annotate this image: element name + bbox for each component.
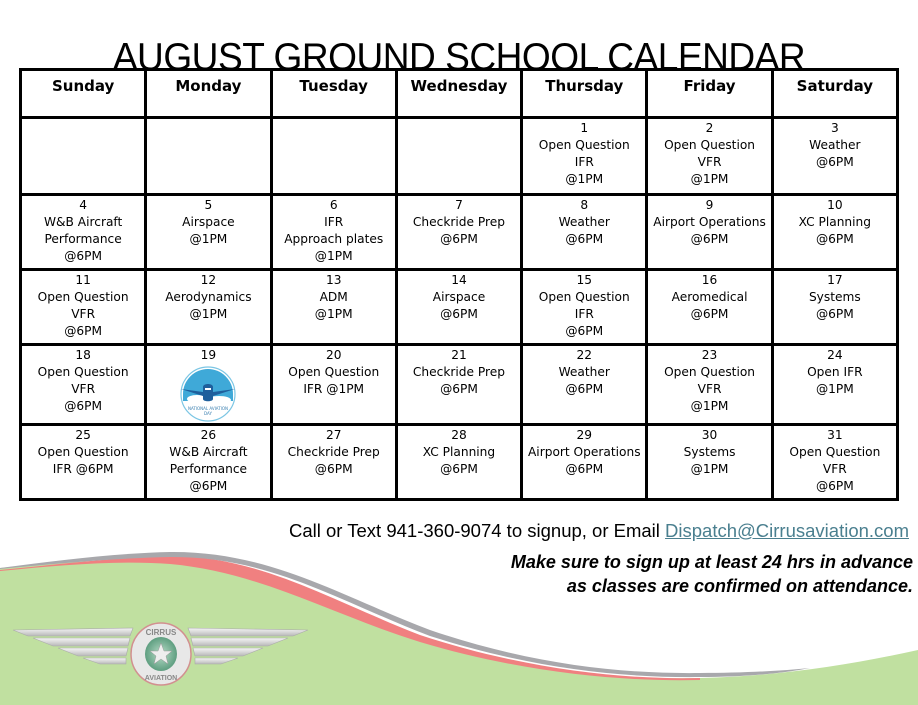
day-number: 26	[200, 428, 217, 442]
notice-line-1: Make sure to sign up at least 24 hrs in advance	[510, 552, 913, 572]
calendar-day-26	[146, 425, 271, 500]
class-topic: VFR	[71, 382, 96, 396]
class-time: IFR @1PM	[303, 382, 365, 396]
calendar-week-row	[21, 270, 898, 345]
calendar-day-31	[772, 425, 897, 500]
calendar-day-24	[772, 345, 897, 425]
calendar-day-18	[21, 345, 146, 425]
class-topic: Performance	[169, 462, 248, 476]
day-number: 25	[75, 428, 91, 442]
day-number: 23	[701, 348, 718, 362]
class-topic: XC Planning	[798, 215, 872, 229]
calendar-day-29	[522, 425, 647, 500]
notice-line-2: as classes are confirmed on attendance.	[566, 576, 913, 596]
class-topic: VFR	[71, 307, 96, 321]
class-time: @6PM	[189, 479, 228, 493]
day-number: 30	[701, 428, 718, 442]
day-number: 20	[325, 348, 342, 362]
class-topic: VFR	[697, 155, 722, 169]
day-number: 28	[451, 428, 467, 442]
class-topic: Open Question	[538, 138, 630, 152]
class-time: @6PM	[565, 462, 604, 476]
calendar-week-row	[21, 195, 898, 270]
day-number: 6	[329, 198, 338, 212]
class-time: @6PM	[565, 232, 604, 246]
class-time: @6PM	[690, 307, 729, 321]
class-topic: VFR	[822, 462, 847, 476]
signup-notice	[511, 550, 913, 598]
class-time: @6PM	[314, 462, 353, 476]
calendar-day-17	[772, 270, 897, 345]
class-topic: W&B Aircraft	[43, 215, 123, 229]
class-topic: Open Question	[538, 290, 630, 304]
class-time: @6PM	[815, 479, 854, 493]
day-number: 27	[325, 428, 342, 442]
day-number: 16	[701, 273, 718, 287]
class-time: @1PM	[565, 172, 604, 186]
calendar-day-9	[647, 195, 772, 270]
day-number: 19	[200, 348, 217, 362]
weekday-header-monday: Monday	[146, 70, 271, 118]
class-topic: Airport Operations	[527, 445, 641, 459]
calendar-body	[21, 118, 898, 500]
class-time: @6PM	[815, 232, 854, 246]
day-number: 8	[580, 198, 589, 212]
class-time: @6PM	[64, 399, 103, 413]
class-topic: Checkride Prep	[412, 215, 506, 229]
day-number: 1	[580, 121, 589, 135]
dispatch-email-link[interactable]: Dispatch@Cirrusaviation.com	[665, 520, 909, 541]
class-topic: IFR	[574, 155, 594, 169]
class-topic: Airspace	[432, 290, 486, 304]
calendar-day-13	[271, 270, 396, 345]
day-number: 5	[204, 198, 213, 212]
class-topic: Checkride Prep	[287, 445, 380, 459]
class-topic: Aerodynamics	[165, 290, 252, 304]
calendar-day-7	[396, 195, 521, 270]
class-time: @1PM	[690, 462, 729, 476]
day-number: 11	[75, 273, 91, 287]
class-topic: Systems	[683, 445, 736, 459]
class-time: @6PM	[815, 307, 854, 321]
day-number: 22	[576, 348, 593, 362]
class-topic: W&B Aircraft	[169, 445, 248, 459]
calendar-empty-cell-sunday	[21, 118, 146, 195]
class-topic: Open Question	[789, 445, 881, 459]
calendar-day-11	[21, 270, 146, 345]
class-topic: Approach plates	[284, 232, 384, 246]
day-number: 13	[325, 273, 342, 287]
day-number: 18	[75, 348, 91, 362]
calendar-day-23	[647, 345, 772, 425]
class-topic: Open Question	[288, 365, 380, 379]
class-topic: Performance	[44, 232, 122, 246]
calendar-empty-cell-tuesday	[271, 118, 396, 195]
calendar-day-10	[772, 195, 897, 270]
day-number: 31	[827, 428, 843, 442]
day-number: 12	[200, 273, 217, 287]
class-topic: IFR	[324, 215, 344, 229]
day-number: 4	[79, 198, 88, 212]
class-time: @6PM	[815, 155, 854, 169]
calendar-day-12	[146, 270, 271, 345]
weekday-header-thursday: Thursday	[522, 70, 647, 118]
class-time: @1PM	[189, 232, 228, 246]
logo-top-text: CIRRUS	[145, 628, 177, 637]
class-topic: ADM	[319, 290, 348, 304]
svg-text:NATIONAL AVIATION: NATIONAL AVIATION	[188, 406, 229, 411]
day-number: 2	[705, 121, 714, 135]
calendar-day-21	[396, 345, 521, 425]
class-topic: XC Planning	[422, 445, 496, 459]
class-time: @6PM	[440, 307, 478, 321]
weekday-header-row	[21, 70, 898, 118]
class-topic: Airspace	[182, 215, 235, 229]
calendar-week-row	[21, 118, 898, 195]
class-time: @6PM	[565, 382, 604, 396]
class-time: @6PM	[64, 249, 103, 263]
cirrus-aviation-logo	[8, 622, 313, 686]
weekday-header-saturday: Saturday	[772, 70, 897, 118]
class-topic: Open Question	[37, 445, 129, 459]
weekday-header-wednesday: Wednesday	[396, 70, 521, 118]
class-topic: Open IFR	[807, 365, 863, 379]
calendar-day-16	[647, 270, 772, 345]
page-title: AUGUST GROUND SCHOOL CALENDAR	[112, 36, 806, 80]
national-aviation-day-badge	[179, 365, 237, 423]
calendar-day-5	[146, 195, 271, 270]
class-topic: Weather	[558, 215, 610, 229]
day-number: 7	[455, 198, 463, 212]
class-topic: Open Question	[37, 365, 129, 379]
calendar-day-28	[396, 425, 521, 500]
class-time: @6PM	[565, 324, 604, 338]
class-topic: Open Question	[664, 138, 756, 152]
calendar-day-20	[271, 345, 396, 425]
day-number: 15	[576, 273, 593, 287]
day-number: 3	[830, 121, 839, 135]
calendar-day-8	[522, 195, 647, 270]
day-number: 17	[827, 273, 843, 287]
class-topic: Weather	[558, 365, 610, 379]
calendar-day-27	[271, 425, 396, 500]
class-topic: Open Question	[37, 290, 129, 304]
class-topic: Systems	[808, 290, 861, 304]
class-time: @1PM	[690, 172, 729, 186]
right-wing-icon	[188, 628, 308, 664]
calendar-week-row	[21, 345, 898, 425]
day-number: 29	[576, 428, 593, 442]
logo-bottom-text: AVIATION	[144, 675, 178, 682]
class-time: @6PM	[440, 382, 478, 396]
day-number: 24	[827, 348, 843, 362]
class-topic: IFR	[574, 307, 594, 321]
class-topic: Aeromedical	[671, 290, 748, 304]
calendar-day-30	[647, 425, 772, 500]
calendar-day-2	[647, 118, 772, 195]
calendar-day-19	[146, 345, 271, 425]
class-time: @1PM	[314, 249, 353, 263]
calendar-day-3	[772, 118, 897, 195]
svg-text:DAY: DAY	[204, 411, 213, 416]
class-time: @6PM	[440, 232, 478, 246]
class-time: @6PM	[440, 462, 478, 476]
day-number: 21	[451, 348, 467, 362]
calendar-day-14	[396, 270, 521, 345]
calendar-grid	[19, 68, 899, 501]
calendar-day-1	[522, 118, 647, 195]
contact-line	[289, 520, 909, 542]
class-time: @1PM	[690, 399, 729, 413]
class-time: IFR @6PM	[52, 462, 114, 476]
day-number: 9	[705, 198, 714, 212]
calendar-day-22	[522, 345, 647, 425]
calendar-day-25	[21, 425, 146, 500]
calendar-day-15	[522, 270, 647, 345]
weekday-header-friday: Friday	[647, 70, 772, 118]
class-topic: Open Question	[664, 365, 756, 379]
class-time: @6PM	[690, 232, 729, 246]
class-time: @1PM	[189, 307, 228, 321]
class-time: @1PM	[815, 382, 854, 396]
class-topic: VFR	[697, 382, 722, 396]
day-number: 14	[451, 273, 467, 287]
class-time: @1PM	[314, 307, 353, 321]
calendar-day-6	[271, 195, 396, 270]
class-topic: Airport Operations	[653, 215, 766, 229]
weekday-header-tuesday: Tuesday	[271, 70, 396, 118]
calendar-week-row	[21, 425, 898, 500]
class-topic: Weather	[809, 138, 861, 152]
calendar-empty-cell-wednesday	[396, 118, 521, 195]
day-number: 10	[827, 198, 843, 212]
weekday-header-sunday: Sunday	[21, 70, 146, 118]
class-time: @6PM	[64, 324, 103, 338]
left-wing-icon	[13, 628, 133, 664]
class-topic: Checkride Prep	[412, 365, 506, 379]
calendar-empty-cell-monday	[146, 118, 271, 195]
calendar-day-4	[21, 195, 146, 270]
contact-text: Call or Text 941-360-9074 to signup, or Email	[289, 520, 666, 541]
